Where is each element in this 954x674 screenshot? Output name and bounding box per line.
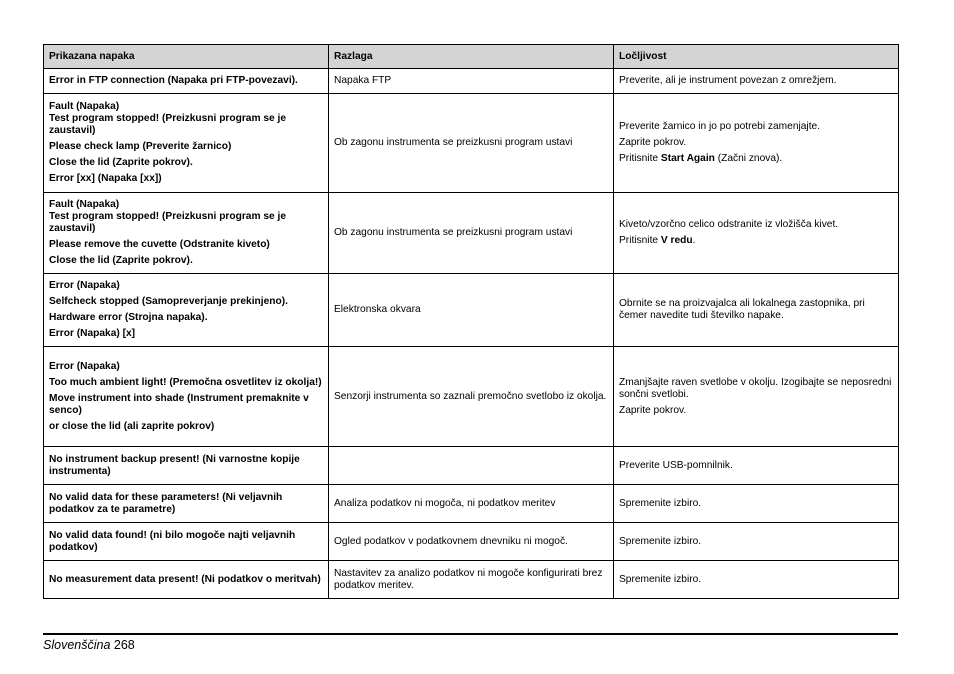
error-table <box>43 44 899 599</box>
explanation-cell: Ogled podatkov v podatkovnem dnevniku ni mogoč. <box>329 523 614 561</box>
table-row <box>44 94 899 193</box>
error-message-line: Hardware error (Strojna napaka). <box>49 312 208 323</box>
resolution-cell <box>614 193 899 274</box>
error-message-line: Fault (Napaka) Test program stopped! (Preizkusni program se je zaustavil) <box>49 101 287 136</box>
resolution-line <box>619 219 893 231</box>
explanation-cell: Elektronska okvara <box>329 274 614 347</box>
resolution-text: (Začni znova). <box>714 153 783 164</box>
explanation-cell: Ob zagonu instrumenta se preizkusni program ustavi <box>329 94 614 193</box>
footer-rule <box>43 633 898 635</box>
error-message-cell <box>44 561 329 599</box>
error-message-cell <box>44 193 329 274</box>
resolution-text: Preverite, ali je instrument povezan z omrežjem. <box>619 75 837 86</box>
resolution-line <box>619 75 893 87</box>
resolution-line <box>619 137 893 149</box>
error-message-line: Please check lamp (Preverite žarnico) <box>49 141 232 152</box>
resolution-line <box>619 460 893 472</box>
resolution-line <box>619 298 893 322</box>
error-message-line: Please remove the cuvette (Odstranite kiveto) <box>49 239 270 250</box>
resolution-text: Kiveto/vzorčno celico odstranite iz vložišča kivet. <box>619 219 839 230</box>
table-row <box>44 274 899 347</box>
table-row <box>44 561 899 599</box>
resolution-cell <box>614 94 899 193</box>
resolution-cell <box>614 485 899 523</box>
error-message-cell <box>44 274 329 347</box>
error-message-cell <box>44 69 329 94</box>
page-footer <box>43 638 135 652</box>
resolution-line <box>619 377 893 401</box>
resolution-line <box>619 153 893 165</box>
error-message-cell <box>44 447 329 485</box>
error-message-line: No measurement data present! (Ni podatkov o meritvah) <box>49 573 321 585</box>
resolution-line <box>619 121 893 133</box>
header-resolution: Ločljivost <box>614 45 899 69</box>
explanation-cell: Analiza podatkov ni mogoča, ni podatkov meritev <box>329 485 614 523</box>
resolution-text: Zaprite pokrov. <box>619 137 687 148</box>
resolution-text: Zaprite pokrov. <box>619 404 687 416</box>
error-message-line: No valid data found! (ni bilo mogoče najti veljavnih podatkov) <box>49 529 296 553</box>
error-message-line: No instrument backup present! (Ni varnostne kopije instrumenta) <box>49 453 300 477</box>
resolution-line <box>619 574 893 586</box>
resolution-cell <box>614 69 899 94</box>
error-message-line: or close the lid (ali zaprite pokrov) <box>49 420 215 432</box>
resolution-text: . <box>692 235 696 246</box>
error-message-cell <box>44 485 329 523</box>
resolution-line <box>619 235 893 247</box>
resolution-text: Pritisnite <box>619 235 661 246</box>
table-row <box>44 485 899 523</box>
resolution-text: Obrnite se na proizvajalca ali lokalnega zastopnika, pri čemer navedite tudi številko napake. <box>619 298 865 321</box>
resolution-button-name: Start Again <box>660 153 715 164</box>
error-message-line: Close the lid (Zaprite pokrov). <box>49 157 193 168</box>
resolution-line <box>619 498 893 510</box>
resolution-cell <box>614 274 899 347</box>
error-message-line: Close the lid (Zaprite pokrov). <box>49 255 193 266</box>
error-message-line: Move instrument into shade (Instrument premaknite v senco) <box>49 392 309 416</box>
explanation-cell: Senzorji instrumenta so zaznali premočno svetlobo iz okolja. <box>329 347 614 447</box>
resolution-cell <box>614 347 899 447</box>
error-message-line: Error (Napaka) <box>49 280 120 291</box>
error-message-line: Error (Napaka) [x] <box>49 328 136 339</box>
resolution-text: Spremenite izbiro. <box>619 573 702 585</box>
error-message-cell <box>44 523 329 561</box>
error-message-line: No valid data for these parameters! (Ni veljavnih podatkov za te parametre) <box>49 491 283 515</box>
explanation-cell: Nastavitev za analizo podatkov ni mogoče konfigurirati brez podatkov meritev. <box>329 561 614 599</box>
resolution-line <box>619 405 893 417</box>
header-row <box>44 45 899 69</box>
table-row <box>44 69 899 94</box>
table-row <box>44 523 899 561</box>
error-message-line: Selfcheck stopped (Samopreverjanje prekinjeno). <box>49 296 288 307</box>
header-explanation: Razlaga <box>329 45 614 69</box>
table-row <box>44 193 899 274</box>
resolution-cell <box>614 523 899 561</box>
error-message-line: Error [xx] (Napaka [xx]) <box>49 173 162 184</box>
resolution-text: Zmanjšajte raven svetlobe v okolju. Izogibajte se neposredni sončni svetlobi. <box>619 376 892 400</box>
table-row <box>44 447 899 485</box>
header-displayed-error: Prikazana napaka <box>44 45 329 69</box>
resolution-button-name: V redu <box>660 235 693 246</box>
explanation-cell: Ob zagonu instrumenta se preizkusni program ustavi <box>329 193 614 274</box>
error-message-line: Error in FTP connection (Napaka pri FTP-povezavi). <box>49 75 298 86</box>
error-message-line: Error (Napaka) <box>49 360 120 372</box>
resolution-cell <box>614 447 899 485</box>
resolution-cell <box>614 561 899 599</box>
explanation-cell: Napaka FTP <box>329 69 614 94</box>
error-message-line: Fault (Napaka) Test program stopped! (Preizkusni program se je zaustavil) <box>49 199 287 234</box>
resolution-text: Preverite USB-pomnilnik. <box>619 459 733 471</box>
footer-page-number: 268 <box>113 638 135 652</box>
explanation-cell <box>329 447 614 485</box>
footer-language: Slovenščina <box>43 638 111 652</box>
error-message-cell <box>44 347 329 447</box>
table-row <box>44 347 899 447</box>
error-message-line: Too much ambient light! (Premočna osvetlitev iz okolja!) <box>49 376 322 388</box>
resolution-text: Spremenite izbiro. <box>619 535 702 547</box>
resolution-text: Spremenite izbiro. <box>619 497 702 509</box>
resolution-text: Preverite žarnico in jo po potrebi zamenjajte. <box>619 121 821 132</box>
resolution-text: Pritisnite <box>619 153 661 164</box>
error-message-cell <box>44 94 329 193</box>
resolution-line <box>619 536 893 548</box>
